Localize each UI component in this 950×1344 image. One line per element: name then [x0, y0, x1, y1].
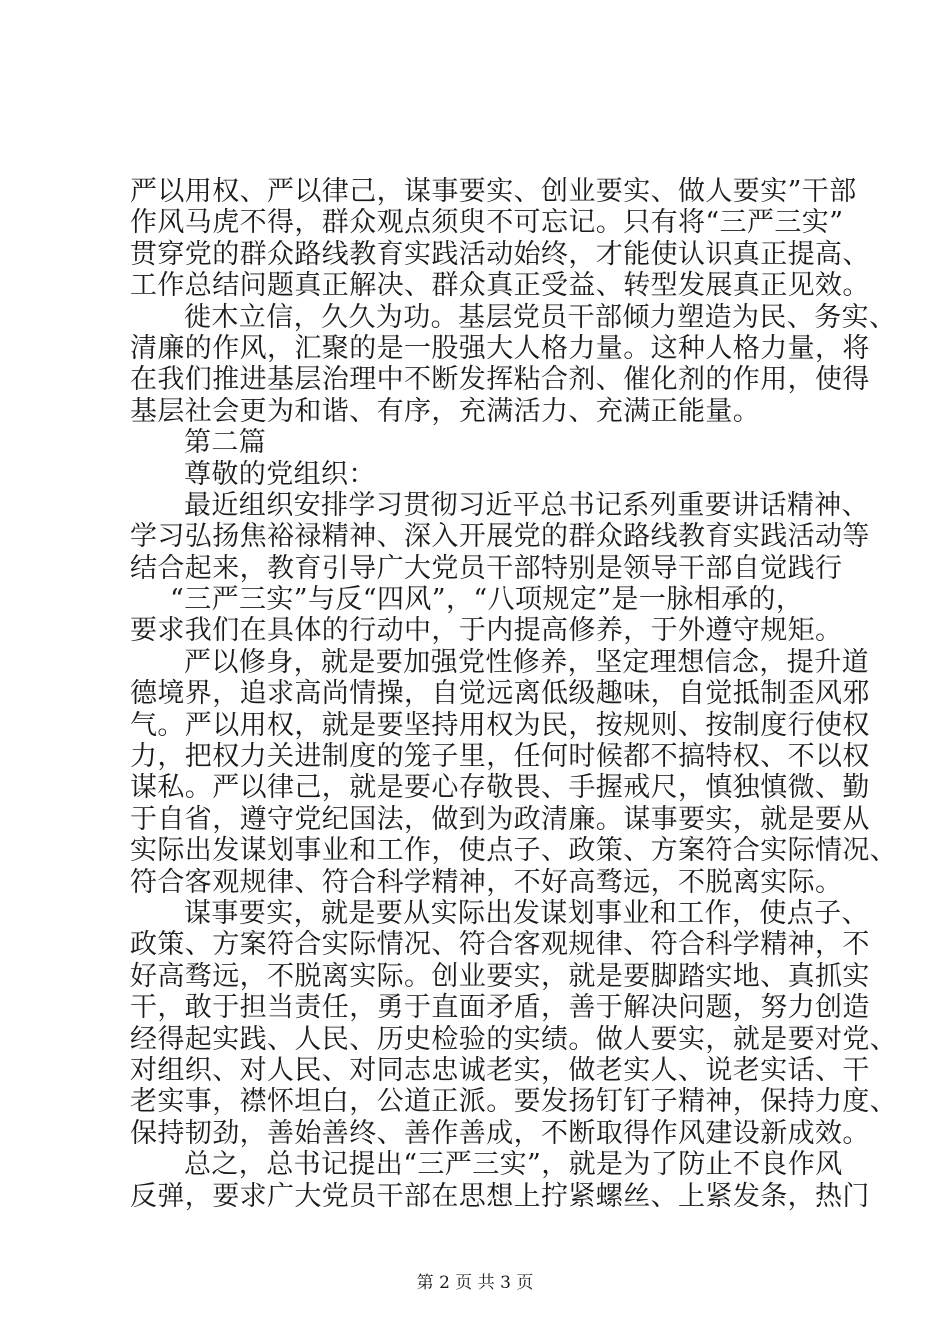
text-line: 要求我们在具体的行动中，于内提高修养，于外遵守规矩。 — [130, 615, 843, 647]
text-line: 徙木立信，久久为功。基层党员干部倾力塑造为民、务实、 — [184, 301, 897, 333]
text-line: 总之，总书记提出“三严三实”，就是为了防止不良作风 — [184, 1149, 843, 1181]
text-line: 实际出发谋划事业和工作，使点子、政策、方案符合实际情况、 — [130, 835, 898, 867]
text-line: 清廉的作风，汇聚的是一股强大人格力量。这种人格力量，将 — [130, 332, 870, 364]
text-line: 干，敢于担当责任，勇于直面矛盾，善于解决问题，努力创造 — [130, 992, 870, 1024]
text-line: 尊敬的党组织： — [184, 458, 376, 490]
text-line: 经得起实践、人民、历史检验的实绩。做人要实，就是要对党、 — [130, 1023, 898, 1055]
text-line: 贯穿党的群众路线教育实践活动始终，才能使认识真正提高、 — [130, 238, 870, 270]
text-line: 力，把权力关进制度的笼子里，任何时候都不搞特权、不以权 — [130, 741, 870, 773]
text-line: “三严三实”与反“四风”，“八项规定”是一脉相承的， — [170, 584, 804, 616]
text-line: 好高骛远，不脱离实际。创业要实，就是要脚踏实地、真抓实 — [130, 960, 870, 992]
text-line: 于自省，遵守党纪国法，做到为政清廉。谋事要实，就是要从 — [130, 803, 870, 835]
text-line: 作风马虎不得，群众观点须臾不可忘记。只有将“三严三实” — [130, 207, 844, 239]
text-line: 第二篇 — [184, 427, 267, 459]
text-line: 老实事，襟怀坦白，公道正派。要发扬钉钉子精神，保持力度、 — [130, 1086, 898, 1118]
text-line: 反弹，要求广大党员干部在思想上拧紧螺丝、上紧发条，热门 — [130, 1180, 870, 1212]
text-line: 基层社会更为和谐、有序，充满活力、充满正能量。 — [130, 395, 761, 427]
text-line: 谋事要实，就是要从实际出发谋划事业和工作，使点子、 — [184, 897, 869, 929]
text-line: 严以用权、严以律己，谋事要实、创业要实、做人要实”干部 — [130, 176, 857, 207]
text-line: 工作总结问题真正解决、群众真正受益、转型发展真正见效。 — [130, 270, 870, 302]
text-line: 在我们推进基层治理中不断发挥粘合剂、催化剂的作用，使得 — [130, 364, 870, 396]
text-line: 对组织、对人民、对同志忠诚老实，做老实人、说老实话、干 — [130, 1054, 870, 1086]
text-line: 严以修身，就是要加强党性修养，坚定理想信念，提升道 — [184, 646, 869, 678]
text-line: 政策、方案符合实际情况、符合客观规律、符合科学精神，不 — [130, 929, 870, 961]
text-line: 学习弘扬焦裕禄精神、深入开展党的群众路线教育实践活动等 — [130, 521, 870, 553]
document-body — [130, 176, 898, 1212]
text-line: 保持韧劲，善始善终、善作善成，不断取得作风建设新成效。 — [130, 1117, 870, 1149]
text-line: 符合客观规律、符合科学精神，不好高骛远，不脱离实际。 — [130, 866, 843, 898]
page-footer: 第 2 页 共 3 页 — [416, 1273, 534, 1293]
text-line: 最近组织安排学习贯彻习近平总书记系列重要讲话精神、 — [184, 489, 869, 521]
text-line: 德境界，追求高尚情操，自觉远离低级趣味，自觉抵制歪风邪 — [130, 678, 870, 710]
text-line: 谋私。严以律己，就是要心存敬畏、手握戒尺，慎独慎微、勤 — [130, 772, 870, 804]
text-line: 气。严以用权，就是要坚持用权为民，按规则、按制度行使权 — [130, 709, 870, 741]
text-line: 结合起来，教育引导广大党员干部特别是领导干部自觉践行 — [130, 552, 843, 584]
